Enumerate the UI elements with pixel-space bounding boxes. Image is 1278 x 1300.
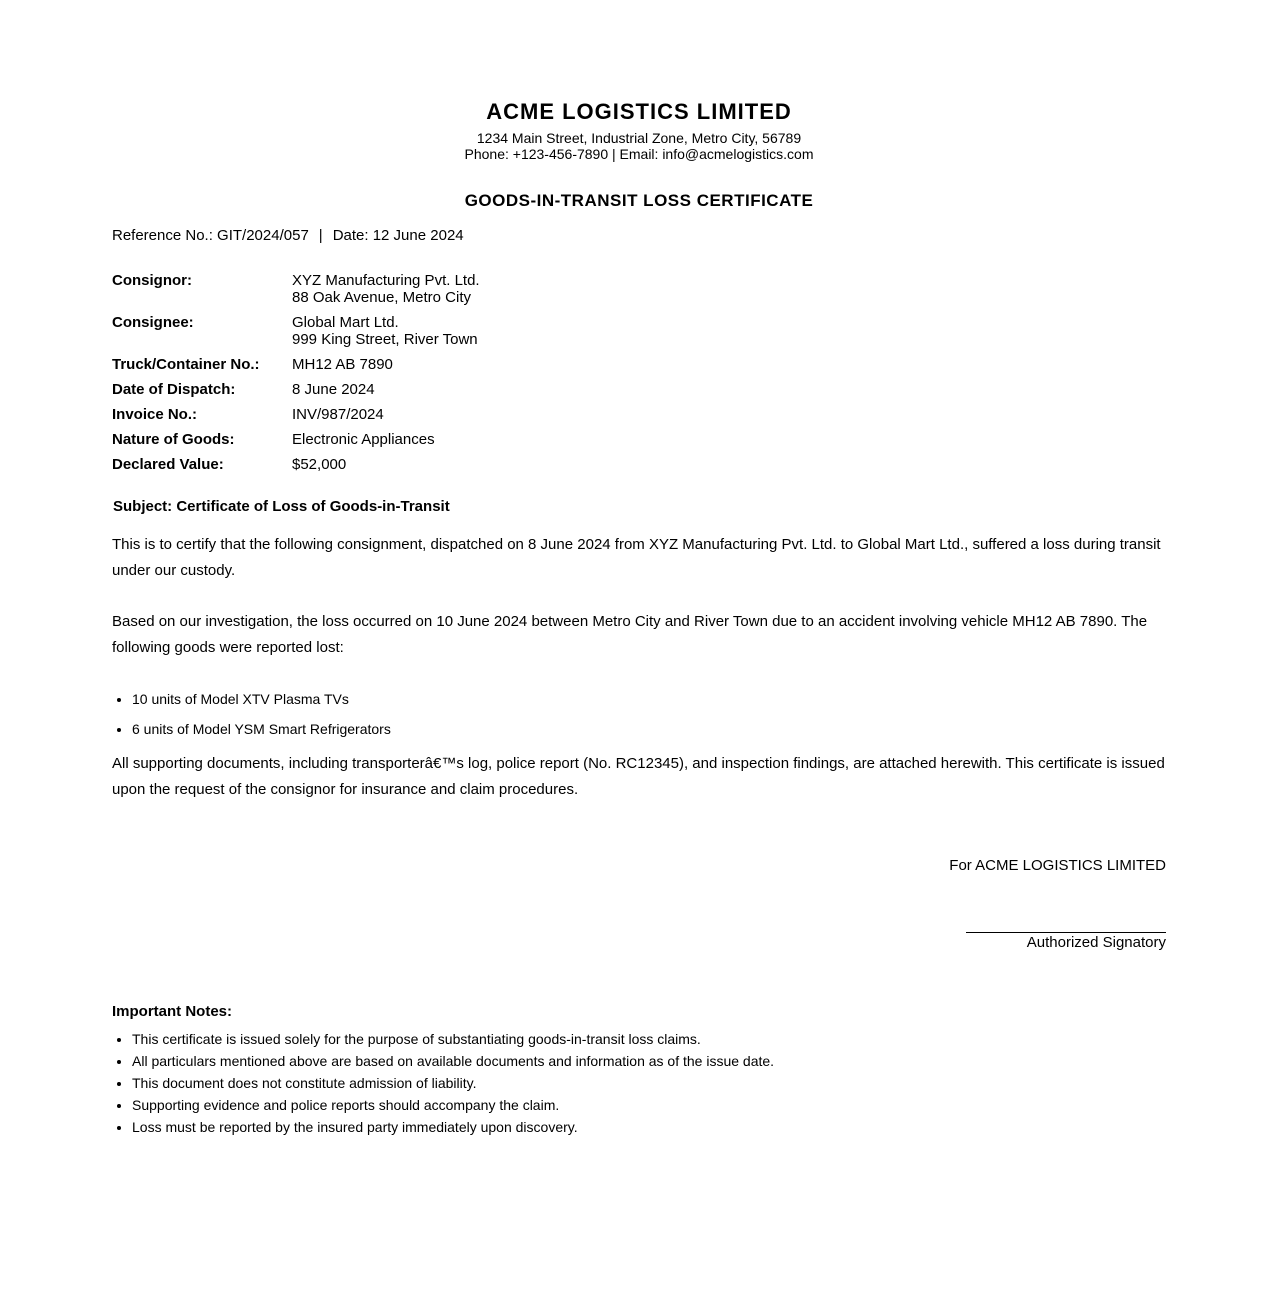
company-contact: Phone: +123-456-7890 | Email: info@acmelogistics.com [464, 146, 814, 162]
detail-row-truck [112, 356, 480, 381]
declared-value-value: $52,000 [292, 456, 347, 473]
list-item: • 6 units of Model YSM Smart Refrigerators [132, 721, 1166, 737]
consignee-address: 999 King Street, River Town [292, 331, 478, 348]
goods-label: Nature of Goods: [112, 431, 235, 448]
consignee-label: Consignee: [112, 314, 194, 331]
notes-heading: Important Notes: [112, 1003, 232, 1020]
list-item: • This certificate is issued solely for the purpose of substantiating goods-in-transit loss claims. [132, 1028, 1166, 1050]
list-item: • All particulars mentioned above are based on available documents and information as of the issue date. [132, 1050, 1166, 1072]
dispatch-date-label: Date of Dispatch: [112, 381, 236, 398]
body-paragraph-3: All supporting documents, including transporterâ€™s log, police report (No. RC12345), and inspection findings, are attached herewith. This certificate is issued upon the request of the consignor for insurance and claim procedures. [112, 755, 1165, 798]
consignment-details-table [112, 272, 480, 481]
detail-row-declared-value [112, 456, 480, 481]
list-item: • 10 units of Model XTV Plasma TVs [132, 691, 1166, 707]
signature-block [112, 856, 1166, 952]
truck-label: Truck/Container No.: [112, 356, 260, 373]
detail-row-dispatch-date [112, 381, 480, 406]
consignee-name: Global Mart Ltd. [292, 314, 399, 331]
reference-number: Reference No.: GIT/2024/057 [112, 227, 309, 244]
body-paragraph-2: Based on our investigation, the loss occurred on 10 June 2024 between Metro City and River Town due to an accident involving vehicle MH12 AB 7890. The following goods were reported lost: [112, 613, 1148, 656]
reference-separator: | [318, 227, 323, 244]
company-header [112, 0, 1166, 162]
invoice-value: INV/987/2024 [292, 406, 384, 423]
company-address: 1234 Main Street, Industrial Zone, Metro City, 56789 [476, 130, 802, 146]
company-name: ACME LOGISTICS LIMITED [486, 99, 792, 124]
goods-value: Electronic Appliances [292, 431, 435, 448]
consignor-value [292, 272, 480, 314]
authorized-signatory: Authorized Signatory [1026, 934, 1166, 951]
for-company-text: For ACME LOGISTICS LIMITED [949, 857, 1166, 874]
dispatch-date-value: 8 June 2024 [292, 381, 375, 398]
list-item: • Loss must be reported by the insured party immediately upon discovery. [132, 1116, 1166, 1138]
notes-list [112, 1028, 1166, 1138]
document-title: GOODS-IN-TRANSIT LOSS CERTIFICATE [464, 191, 814, 210]
consignor-name: XYZ Manufacturing Pvt. Ltd. [292, 272, 480, 289]
detail-row-consignee [112, 314, 480, 356]
lost-items-list [112, 691, 1166, 737]
detail-row-consignor [112, 272, 480, 314]
issue-date: Date: 12 June 2024 [332, 227, 464, 244]
subject-line: Subject: Certificate of Loss of Goods-in-Transit [113, 498, 450, 515]
consignee-value [292, 314, 480, 356]
reference-line [112, 226, 1166, 246]
signature-line [966, 932, 1166, 933]
list-item: • This document does not constitute admission of liability. [132, 1072, 1166, 1094]
invoice-label: Invoice No.: [112, 406, 198, 423]
detail-row-invoice [112, 406, 480, 431]
body-paragraph-1: This is to certify that the following consignment, dispatched on 8 June 2024 from XYZ Manufacturing Pvt. Ltd. to Global Mart Ltd., suffered a loss during transit under our custody. [112, 536, 1161, 579]
truck-value: MH12 AB 7890 [292, 356, 393, 373]
consignor-address: 88 Oak Avenue, Metro City [292, 289, 471, 306]
list-item: • Supporting evidence and police reports should accompany the claim. [132, 1094, 1166, 1116]
declared-value-label: Declared Value: [112, 456, 224, 473]
consignor-label: Consignor: [112, 272, 192, 289]
detail-row-goods [112, 431, 480, 456]
